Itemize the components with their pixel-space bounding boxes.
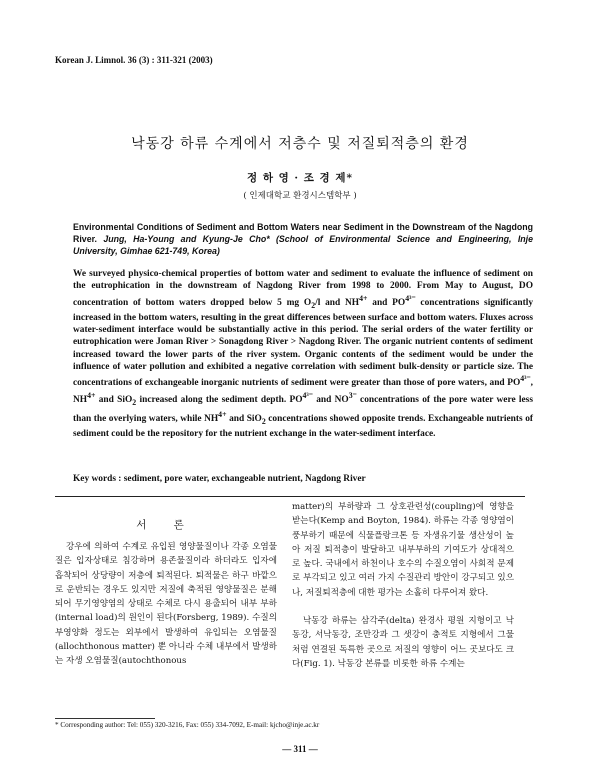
authors-korean: 정 하 영 · 조 경 제* <box>247 172 353 184</box>
english-authors-affiliation: Jung, Ha-Young and Kyung-Je Cho* (School of Environmental Science and Engineering, Inje University, Gimhae 621-749, Korea) <box>73 234 534 256</box>
abstract-text: and NO <box>312 394 349 405</box>
section-heading-introduction: 서 론 <box>136 519 196 531</box>
superscript: 4+ <box>87 390 96 400</box>
body-paragraph: 낙동강 하류는 삼각주(delta) 완경사 평원 지형이고 낙동강, 서낙동강, 조만강과 그 샛강이 충적토 지형에서 그물처럼 연결된 독특한 곳으로 저질의 영향이 어느 곳보다도 크다(Fig. 1). 낙동강 본류를 비롯한 하류 수계는 <box>292 616 514 669</box>
journal-citation: Korean J. Limnol. 36 (3) : 311-321 (2003) <box>55 55 213 65</box>
abstract-text: and PO <box>367 297 406 308</box>
footnote-divider <box>55 718 155 719</box>
english-title: Environmental Conditions of Sediment and Bottom Waters near Sediment in the Downstream of the Nagdong River. <box>73 222 533 244</box>
section-divider <box>55 496 525 497</box>
abstract-text: increased along the sediment depth. PO <box>136 394 303 405</box>
english-title-block <box>73 221 533 257</box>
subscript: 2 <box>311 300 316 310</box>
superscript: 4³⁻ <box>520 374 531 384</box>
abstract-text: concentrations of the pore water were less than the overlying waters, while NH <box>73 394 533 425</box>
paper-title-korean: 낙동강 하류 수계에서 저층수 및 저질퇴적층의 환경 <box>131 136 469 152</box>
abstract-text: concentrations significantly increased in the bottom waters, resulting in the great differences between surface and bottom waters. Fluxes across water-sediment interface would be substantially active in this period. The serial orders of the water fertility or eutrophication were Joman River > Sonagdong River > Nagdong River. The organic nutrient contents of sediment increased toward the lower parts of the river system. Organic contents of the sediment would be under the influence of water pollution and exhibited a negative correlation with sediment bulk-density or particle size. The concentrations of exchangeable inorganic nutrients of sediment were greater than those of pore waters, and PO <box>73 297 534 389</box>
body-column-left <box>55 540 277 669</box>
subscript: 2 <box>261 417 266 427</box>
keywords: Key words : sediment, pore water, exchangeable nutrient, Nagdong River <box>73 474 366 484</box>
superscript: 3⁻ <box>348 390 357 400</box>
body-paragraph: matter)의 부하량과 그 상호관련성(coupling)에 영향을 받는다(Kemp and Boyton, 1984). 하류는 각종 영양염이 풍부하기 때문에 식물플랑크톤 등 자생유기물 생산성이 높아 저질 퇴적층이 발달하고 내부부하의 기여도가 상대적으로 높다. 국내에서 하천이나 호수의 수질오염이 사회적 문제로 부각되고 있고 여러 가지 수질관리 방안이 강구되고 있으나, 저질퇴적층에 대한 평가는 소홀히 다루어져 왔다. <box>292 502 514 598</box>
body-column-right <box>292 500 514 671</box>
corresponding-author-footnote: * Corresponding author: Tel: 055) 320-3216, Fax: 055) 334-7092, E-mail: kjcho@inje.ac.kr <box>55 721 320 729</box>
superscript: 4+ <box>218 410 227 420</box>
superscript: 4+ <box>359 293 368 303</box>
abstract-text: and SiO <box>95 394 133 405</box>
abstract-text: and SiO <box>226 414 262 425</box>
superscript: 4³⁻ <box>302 390 313 400</box>
subscript: 2 <box>132 397 137 407</box>
abstract-text: , NH <box>73 378 533 405</box>
abstract-text: concentrations showed opposite trends. Exchangeable nutrients of sediment could be the repository for the nutrient exchange in the water-sediment interface. <box>73 414 533 440</box>
body-paragraph: 강우에 의하여 수계로 유입된 영양물질이나 각종 오염물질은 입자상태로 침강하며 용존물질이라 하더라도 입자에 흡착되어 상당량이 저층에 퇴적된다. 퇴적물은 하구 바깥으로 운반되는 경우도 있지만 저질에 축적된 영양물질은 분해되어 무기영양염의 상태로 수체로 다시 용출되어 내부 부하(internal load)의 원인이 된다(Forsberg, 1989). 수질의 부영양화 정도는 외부에서 발생하여 유입되는 오염물질(allochthonous matter) 뿐 아니라 수체 내부에서 발생하는 자생 오염물질(autochthonous <box>55 542 277 667</box>
page-number: — 311 — <box>282 744 318 754</box>
abstract-text: We surveyed physico-chemical properties of bottom water and sediment to evaluate the influence of sediment on the eutrophication in the downstream of Nagdong River from 1998 to 2000. From May to August, DO concentration of bottom waters dropped below 5 mg O <box>73 269 533 308</box>
superscript: 4³⁻ <box>405 293 416 303</box>
abstract-text: /l and NH <box>315 297 360 308</box>
affiliation-korean: ( 인제대학교 환경시스템학부 ) <box>243 191 357 201</box>
abstract <box>73 268 533 441</box>
